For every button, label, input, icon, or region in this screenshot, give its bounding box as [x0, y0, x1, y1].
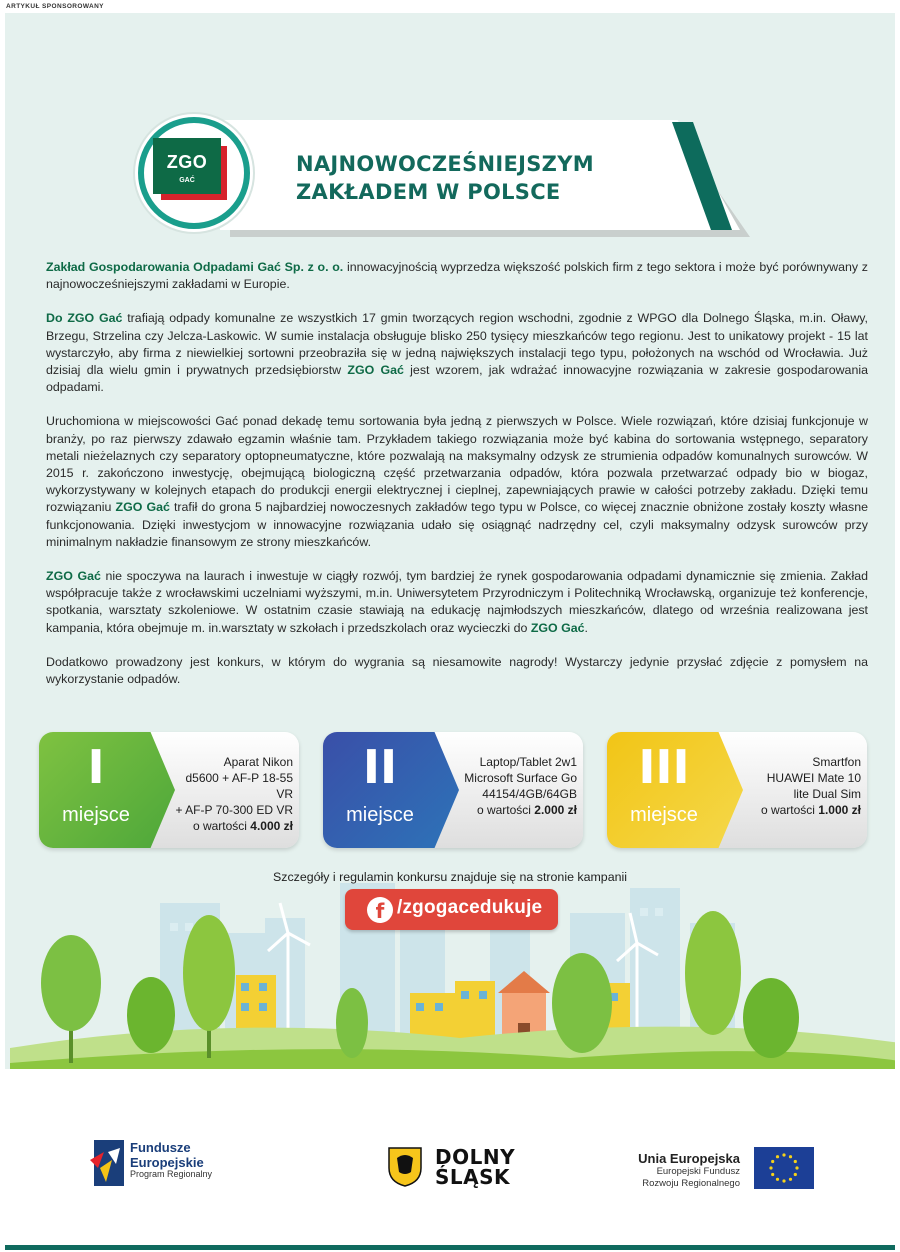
prize-card-third [607, 732, 867, 848]
prize-line: Smartfon [812, 755, 861, 769]
article-body [46, 259, 868, 705]
paragraph-2 [46, 310, 868, 396]
page-title [296, 150, 696, 206]
page-title-line-1: NAJNOWOCZEŚNIEJSZYM [296, 152, 594, 176]
prize-numeral: III [638, 740, 690, 794]
paragraph-3 [46, 413, 868, 551]
prize-line: Laptop/Tablet 2w1 [479, 755, 577, 769]
prize-place-label: miejsce [62, 804, 130, 826]
prize-line: Microsoft Surface Go [464, 771, 577, 785]
prize-value [451, 802, 577, 818]
facebook-icon: f [367, 897, 393, 923]
prize-place-label: miejsce [630, 804, 698, 826]
paragraph-text: trafiają odpady komunalne ze wszystkich 17 gmin tworzących region wschodni, zgodnie z WPGO dla Dolnego Śląska, m.in. Oławy, Brzegu, Strzelina czy Jelcza-Laskowic. W sumie instalacja obsługuje blisko 250 tysięcy mieszkańców tego regionu. Jest to unikatowy projekt - 15 lat wystarczyło, aby firma z niewielkiej sortowni przeobraziła się w jedną największych instalacji tego typu, położonych na wschód od Wrocławia. Już dzisiaj dla wielu gmin i prywatnych przedsiębiorstw [46, 311, 868, 378]
highlight-company-name: Zakład Gospodarowania Odpadami Gać Sp. z o. o. [46, 260, 344, 274]
prize-description [735, 754, 861, 818]
prize-value-prefix: o wartości [760, 803, 819, 817]
highlight-zgo: ZGO Gać [46, 569, 101, 584]
highlight-zgo: ZGO Gać [530, 620, 585, 635]
prize-line: + AF-P 70-300 ED VR [175, 803, 293, 817]
prize-value-amount: 4.000 zł [250, 819, 293, 833]
prize-value-amount: 1.000 zł [818, 803, 861, 817]
highlight-zgo: Do ZGO Gać [46, 311, 123, 326]
fe-line: Europejskie [130, 1155, 204, 1170]
eu-line: Rozwoju Regionalnego [642, 1178, 740, 1189]
fe-line: Fundusze [130, 1140, 191, 1155]
campaign-details-text: Szczegóły i regulamin konkursu znajduje się na stronie kampanii [272, 870, 627, 884]
prize-value [167, 818, 293, 834]
paragraph-1 [46, 259, 868, 293]
paragraph-4 [46, 568, 868, 637]
zgo-logo-subtext: GAĆ [179, 177, 195, 184]
unia-europejska-fund-label [600, 1166, 740, 1190]
paragraph-text: trafił do grona 5 najbardziej nowoczesnych zakładów tego typu w Polsce, co więcej znacznie obniżone zostały koszty własne funkcjonowania. Dzięki inwestycjom w innowacyjne rozwiązania udało się osiągnąć nadrzędny cel, czyli maksymalny odzysk surowców przy minimalnym nakładzie finansowym ze strony mieszkańców. [46, 500, 868, 549]
prize-description [167, 754, 293, 834]
prize-card-second [323, 732, 583, 848]
facebook-handle: /zgogacedukuje [397, 897, 543, 918]
ds-line: DOLNY [435, 1145, 516, 1169]
prize-value-amount: 2.000 zł [534, 803, 577, 817]
sponsored-article-label: ARTYKUŁ SPONSOROWANY [6, 3, 104, 10]
prize-value-prefix: o wartości [192, 819, 251, 833]
prize-line: Aparat Nikon [223, 755, 293, 769]
prize-description [451, 754, 577, 818]
dolny-slask-coat-of-arms-icon [387, 1146, 423, 1188]
ds-line: ŚLĄSK [435, 1165, 511, 1189]
paragraph-text: innowacyjnością wyprzedza większość polskich firm z tego sektora i może być porównywany z najnowocześniejszymi zakładami w Europie. [46, 260, 868, 292]
paragraph-text: jest wzorem, jak wdrażać innowacyjne rozwiązania w zakresie gospodarowania odpadami. [46, 363, 868, 395]
fundusze-europejskie-logo-icon [90, 1138, 126, 1190]
prize-numeral: II [362, 740, 398, 794]
paragraph-text: . [584, 620, 588, 635]
dolny-slask-logo-text [435, 1147, 515, 1187]
footer-divider [5, 1245, 895, 1250]
prize-numeral: I [87, 740, 105, 794]
fundusze-europejskie-title [130, 1140, 204, 1170]
zgo-logo-text: ZGO [166, 152, 208, 172]
highlight-zgo: ZGO Gać [347, 363, 404, 378]
facebook-campaign-link[interactable] [345, 889, 558, 930]
prize-line: 44154/4GB/64GB [482, 787, 577, 801]
paragraph-text: Uruchomiona w miejscowości Gać ponad dekadę temu sortowania była jedną z pierwszych w Polsce. Wiele rozwiązań, które dzisiaj funkcjonuje w branży, po raz pierwszy zdawało egzamin właśnie tam. Przykładem takiego rozwiązania może być kabina do sortowania wstępnego, separatory metali nieżelaznych czy separatory optopneumatyczne, które pozwalają na maksymalny odzysk ze strumienia odpadów komunalnych surowców. W 2015 r. zakończono inwestycję, obejmującą biologiczną część przetwarzania odpadów, która pozwala przetwarzać odpady bio w biogaz, wykorzystywany w kolejnych etapach do produkcji energii elektrycznej i cieplnej, zapewniających prawie w całości potrzeby zakładu. Dzięki temu rozwiązaniu [46, 414, 868, 515]
eu-line: Europejski Fundusz [656, 1166, 740, 1177]
paragraph-text: nie spoczywa na laurach i inwestuje w ciągły rozwój, tym bardziej że rynek gospodarowania odpadami dynamicznie się zmienia. Zakład współpracuje także z wrocławskimi uczelniami wyższymi, m.in. Uniwersytetem Przyrodniczym i Politechniką Wrocławską, organizuje też konferencje, spotkania, warsztaty szkoleniowe. W ostatnim czasie stawiają na edukację najmłodszych mieszkańców, dlatego od września realizowana jest kampania, która obejmuje m. in.warsztaty w szkołach i przedszkolach oraz wycieczki do [46, 569, 868, 635]
highlight-zgo: ZGO Gać [115, 500, 170, 515]
unia-europejska-title: Unia Europejska [638, 1151, 740, 1166]
prize-place-label: miejsce [346, 804, 414, 826]
prize-line: d5600 + AF-P 18-55 VR [185, 771, 293, 801]
paragraph-5: Dodatkowo prowadzony jest konkurs, w którym do wygrania są niesamowite nagrody! Wystarczy jedynie przysłać zdjęcie z pomysłem na wykorzystanie odpadów. [46, 654, 868, 687]
program-regionalny-label: Program Regionalny [130, 1169, 213, 1179]
prize-line: lite Dual Sim [793, 787, 861, 801]
eu-flag-icon [754, 1147, 814, 1189]
page-title-line-2: ZAKŁADEM W POLSCE [296, 180, 561, 204]
prize-line: HUAWEI Mate 10 [766, 771, 861, 785]
prize-card-first [39, 732, 299, 848]
prize-value-prefix: o wartości [476, 803, 535, 817]
prize-value [735, 802, 861, 818]
